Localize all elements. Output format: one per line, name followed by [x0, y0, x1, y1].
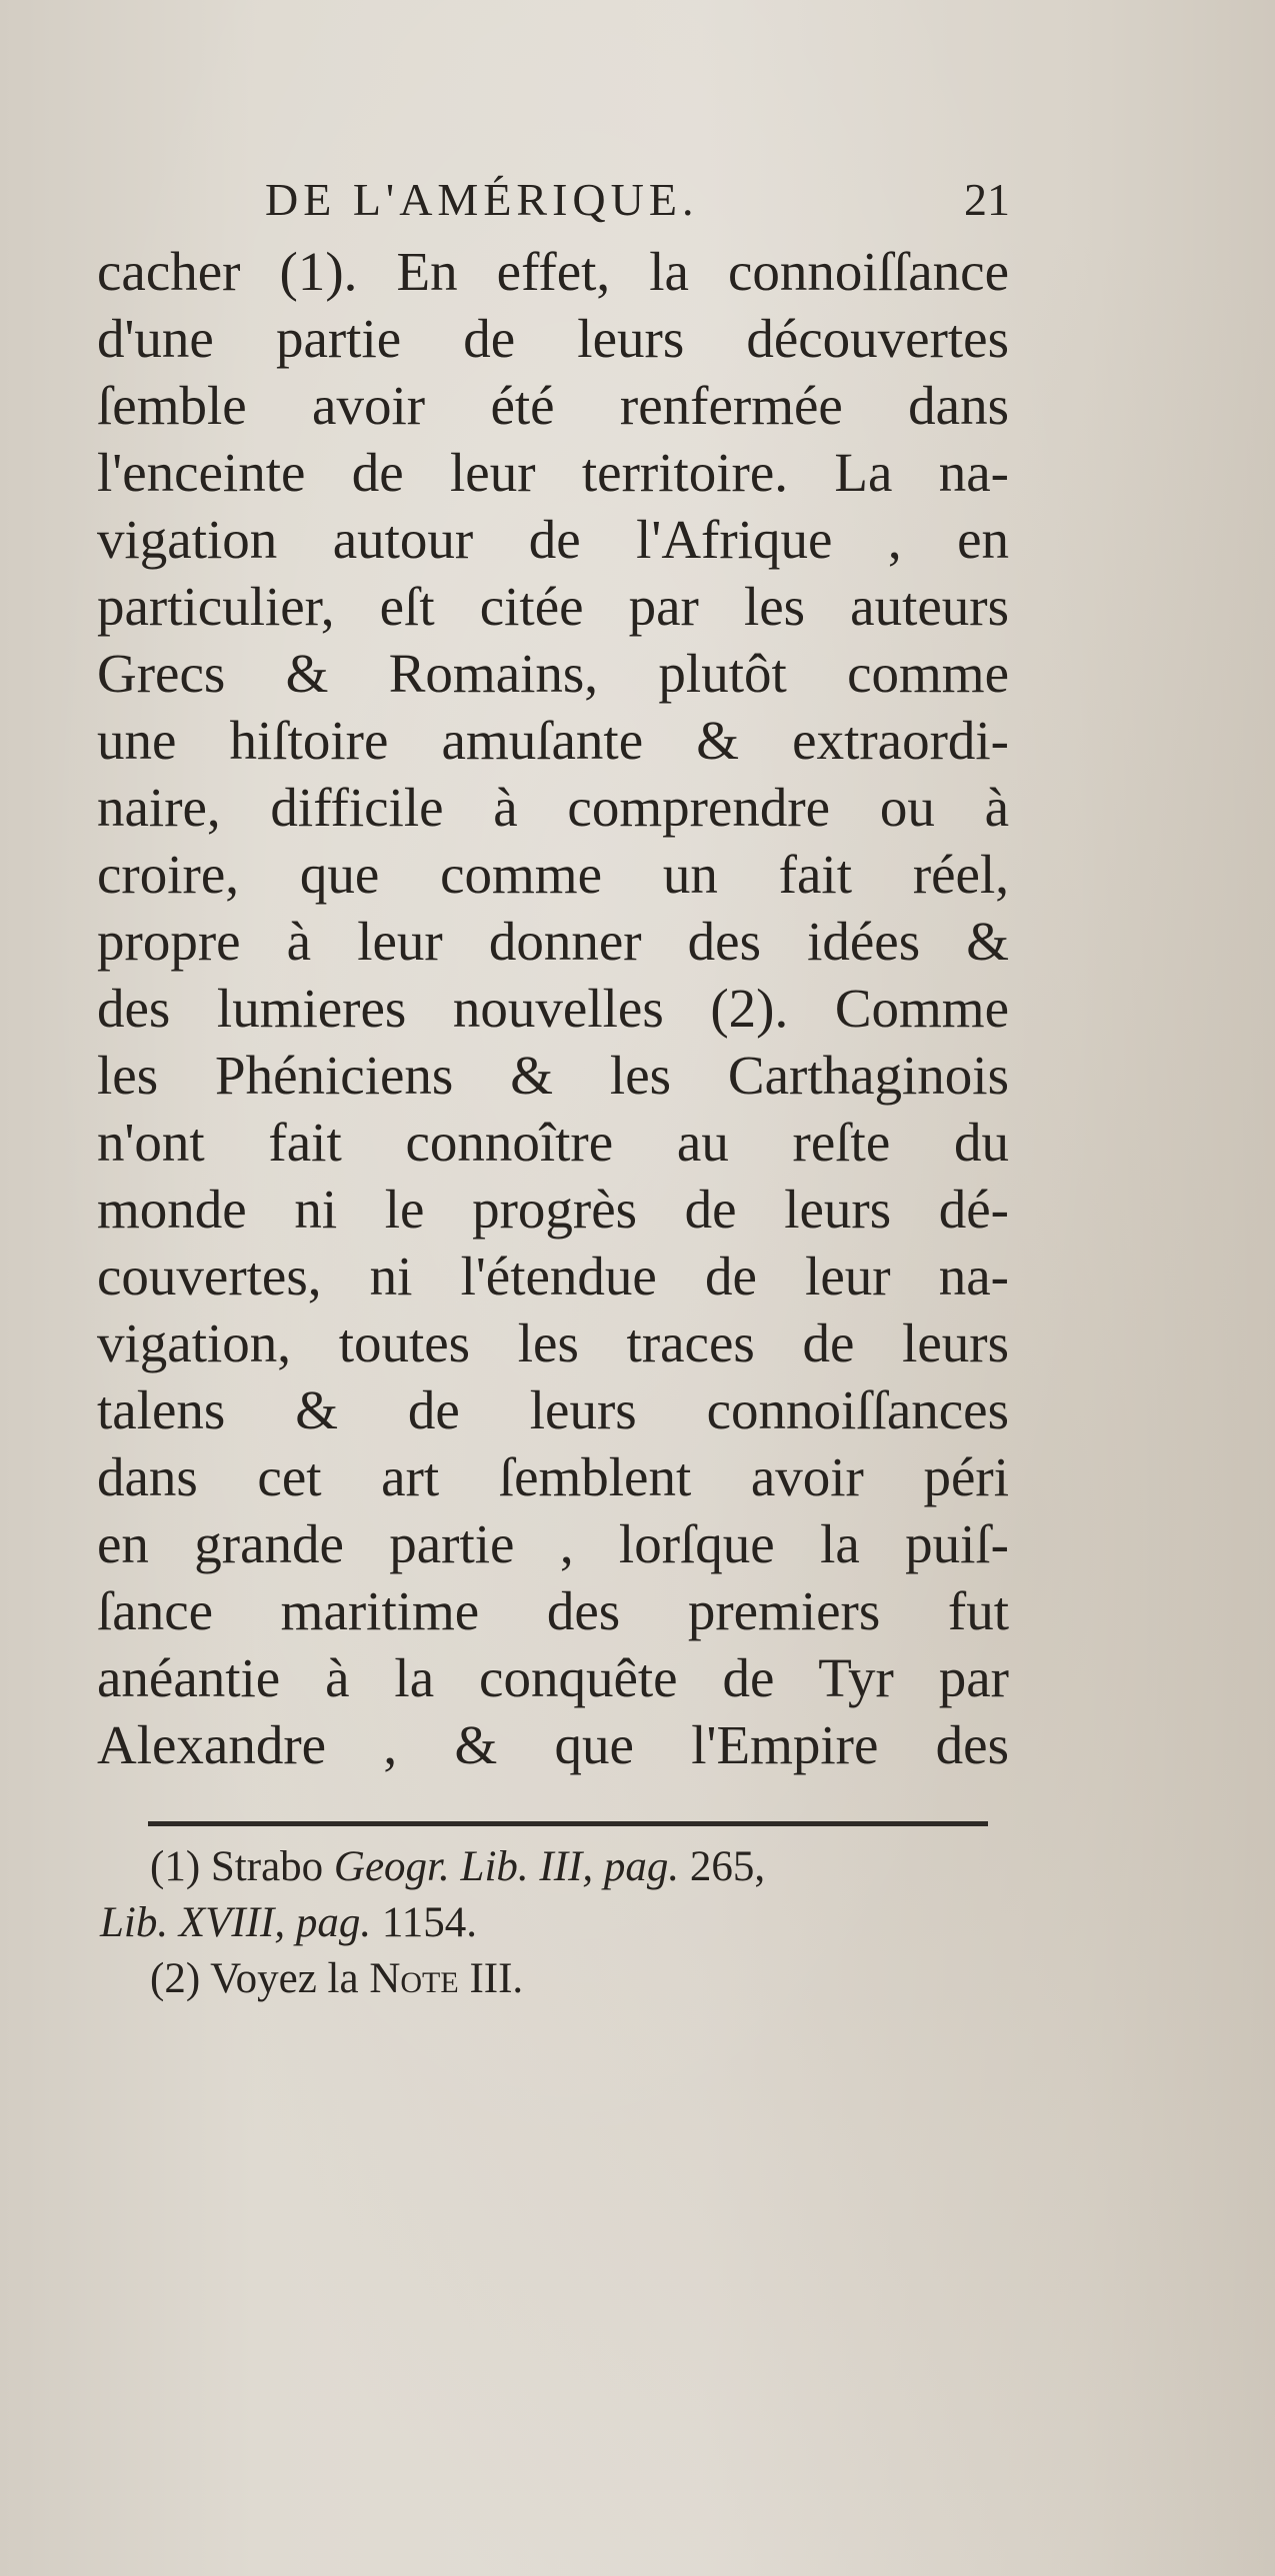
footnote-page-label: , pag.	[582, 1843, 680, 1890]
footnotes	[100, 1839, 1010, 2007]
text-line: des lumieres nouvelles (2). Comme	[97, 978, 1009, 1039]
text-line: croire, que comme un fait réel,	[97, 844, 1009, 905]
footnote-marker: (2)	[150, 1955, 201, 2002]
footnote-page: 1154.	[381, 1899, 478, 1946]
footnote-rule	[148, 1821, 988, 1826]
footnote-1-line-2	[100, 1895, 1010, 1951]
text-line: ſemble avoir été renfermée dans	[97, 375, 1009, 436]
footnote-marker: (1)	[150, 1843, 201, 1890]
footnote-text: Voyez la	[210, 1955, 359, 2002]
text-line: ſance maritime des premiers fut	[97, 1580, 1009, 1641]
running-head	[95, 165, 1010, 235]
text-line: Grecs & Romains, plutôt comme	[97, 643, 1009, 704]
text-line: couvertes, ni l'étendue de leur na-	[97, 1246, 1009, 1306]
footnote-2	[100, 1951, 1010, 2007]
text-line: cacher (1). En effet, la connoiſſance	[97, 241, 1009, 302]
footnote-note-number: III.	[469, 1955, 524, 2002]
footnote-author: Strabo	[210, 1843, 324, 1890]
footnote-1-line-1	[100, 1839, 1010, 1895]
text-line: les Phéniciens & les Carthaginois	[97, 1045, 1009, 1106]
footnote-page-label: , pag.	[274, 1899, 372, 1946]
footnote-page: 265,	[689, 1843, 766, 1890]
footnote-note-word: Note	[369, 1955, 459, 2002]
text-line: vigation autour de l'Afrique , en	[97, 509, 1009, 570]
text-line: d'une partie de leurs découvertes	[97, 308, 1009, 369]
text-line: monde ni le progrès de leurs dé-	[97, 1179, 1009, 1240]
text-line: Alexandre , & que l'Empire des	[97, 1714, 1009, 1775]
text-line: anéantie à la conquête de Tyr par	[97, 1647, 1009, 1708]
footnote-reference: Geogr. Lib. III	[333, 1843, 583, 1890]
body-text	[97, 238, 1009, 1778]
text-line: en grande partie , lorſque la puiſ-	[97, 1513, 1009, 1574]
text-line: l'enceinte de leur territoire. La na-	[97, 442, 1009, 503]
page-number: 21	[964, 174, 1010, 225]
footnote-reference: Lib. XVIII	[100, 1899, 275, 1946]
text-line: une hiſtoire amuſante & extraordi-	[97, 710, 1009, 771]
text-line: talens & de leurs connoiſſances	[97, 1379, 1009, 1440]
text-line: dans cet art ſemblent avoir péri	[97, 1446, 1009, 1507]
text-line: propre à leur donner des idées &	[97, 911, 1009, 972]
text-line: vigation, toutes les traces de leurs	[97, 1312, 1009, 1373]
text-line: naire, difficile à comprendre ou à	[97, 777, 1009, 838]
text-line: n'ont fait connoître au reſte du	[97, 1112, 1009, 1173]
running-title: DE L'AMÉRIQUE.	[265, 174, 699, 225]
text-line: particulier, eſt citée par les auteurs	[97, 576, 1009, 637]
